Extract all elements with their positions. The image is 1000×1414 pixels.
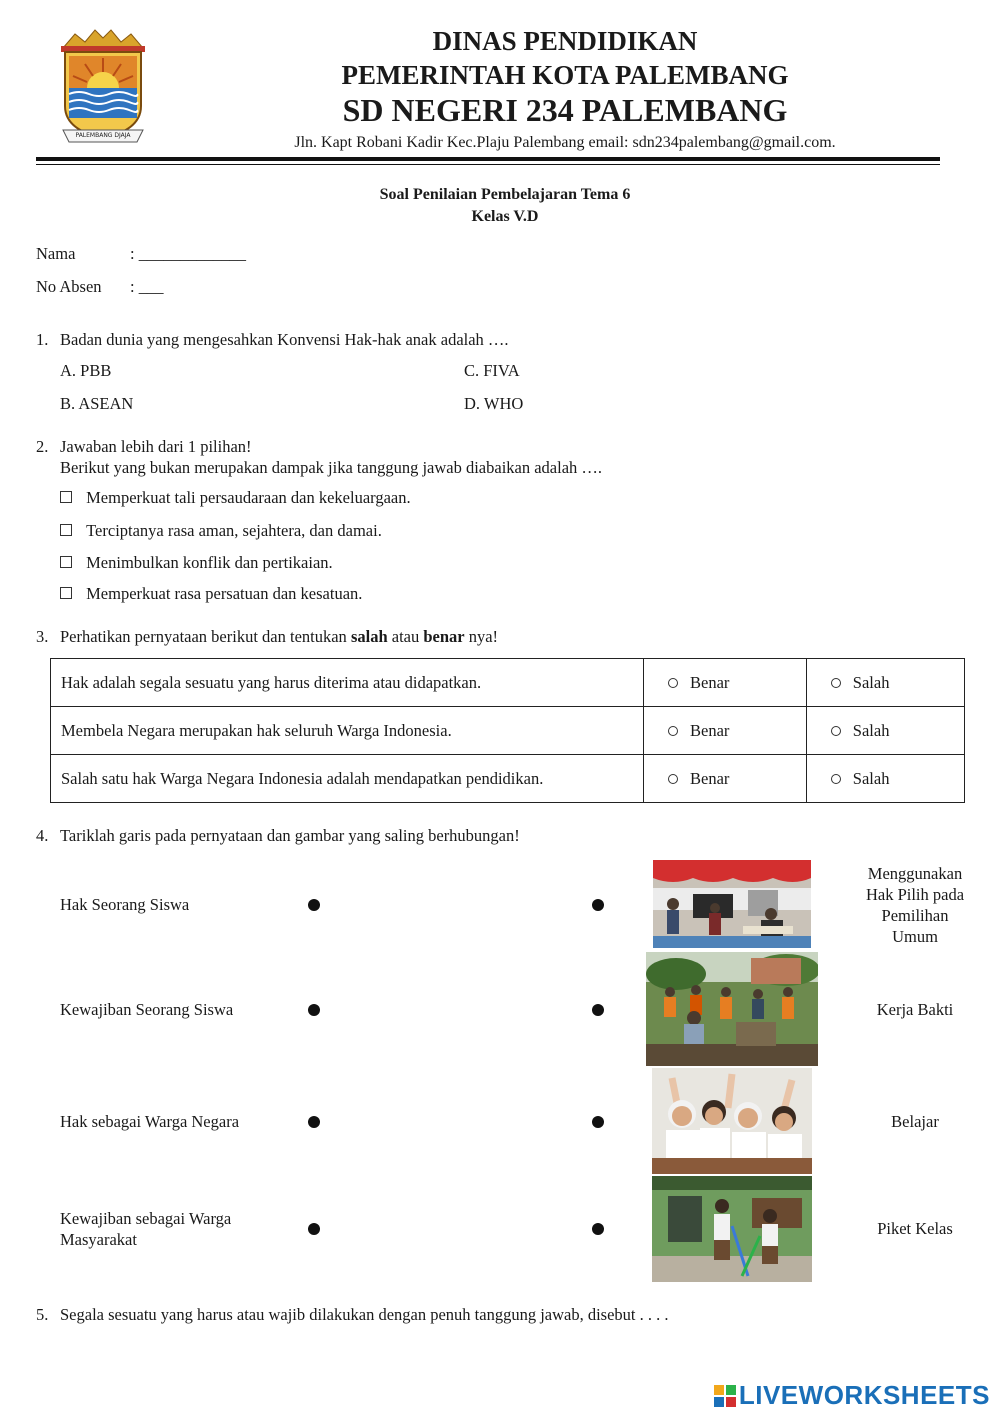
q2-option-4-label: Memperkuat rasa persatuan dan kesatuan. — [86, 584, 363, 603]
option-label: Salah — [852, 720, 890, 740]
q2-text: Berikut yang bukan merupakan dampak jika tanggung jawab diabaikan adalah …. — [60, 458, 603, 477]
q4-right-item-3: Belajar — [891, 1112, 939, 1131]
checkbox-icon[interactable] — [60, 491, 72, 503]
q2-option-3-label: Menimbulkan konflik dan pertikaian. — [86, 553, 333, 572]
q4-right-item-4: Piket Kelas — [877, 1219, 953, 1238]
radio-icon[interactable] — [831, 774, 841, 784]
q3-bold-benar: benar — [423, 627, 465, 646]
q4-right-item-1-line1: Menggunakan — [867, 864, 963, 883]
q4-left-item-4: Kewajiban sebagai Warga — [60, 1209, 232, 1228]
q4-left-item-2: Kewajiban Seorang Siswa — [60, 1000, 234, 1019]
q4-right-item-1-line3: Pemilihan — [881, 906, 949, 925]
radio-icon[interactable] — [668, 678, 678, 688]
header-address: Jln. Kapt Robani Kadir Kec.Plaju Palembang email: sdn234palembang@gmail.com. — [294, 134, 836, 151]
logo-banner-text: PALEMBANG DJAJA — [75, 132, 131, 139]
header-line-school: SD NEGERI 234 PALEMBANG — [342, 92, 788, 128]
document-title: Soal Penilaian Pembelajaran Tema 6 — [379, 186, 631, 203]
q3-number: 3. — [36, 627, 49, 646]
q3-text-c: nya! — [464, 627, 499, 646]
match-dot-right-1[interactable] — [592, 899, 604, 911]
photo-community-work — [646, 952, 818, 1066]
match-dot-left-2[interactable] — [308, 1004, 320, 1016]
q2-option-2[interactable] — [60, 521, 382, 541]
name-label: Nama — [36, 244, 76, 263]
radio-icon[interactable] — [831, 726, 841, 736]
absen-label: No Absen — [36, 277, 102, 296]
q4-left-item-3: Hak sebagai Warga Negara — [60, 1112, 240, 1131]
q3-text-b: atau — [387, 627, 424, 646]
liveworksheets-logo-icon — [714, 1383, 736, 1405]
photo-class-cleaning — [652, 1176, 812, 1282]
header-rule-thick — [36, 157, 940, 161]
q4-right-item-1 — [850, 863, 980, 947]
q3-statement: Hak adalah segala sesuatu yang harus diterima atau didapatkan. — [51, 659, 644, 707]
q4-right-item-1-line4: Umum — [892, 927, 938, 946]
radio-icon[interactable] — [831, 678, 841, 688]
radio-icon[interactable] — [668, 774, 678, 784]
checkbox-icon[interactable] — [60, 556, 72, 568]
q3-option-benar[interactable] — [644, 707, 807, 755]
watermark-text: LIVEWORKSHEETS — [738, 1380, 990, 1410]
checkbox-icon[interactable] — [60, 587, 72, 599]
checkbox-icon[interactable] — [60, 524, 72, 536]
q4-text: Tariklah garis pada pernyataan dan gambar yang saling berhubungan! — [60, 826, 520, 845]
option-label: Benar — [690, 672, 730, 692]
q1-text: Badan dunia yang mengesahkan Konvensi Hak-hak anak adalah …. — [60, 330, 509, 349]
q2-number: 2. — [36, 437, 49, 456]
header-line-dinas: DINAS PENDIDIKAN — [432, 26, 698, 56]
q3-table — [50, 658, 965, 803]
q3-statement: Salah satu hak Warga Negara Indonesia adalah mendapatkan pendidikan. — [51, 755, 644, 803]
q4-right-item-1-line2: Hak Pilih pada — [865, 885, 965, 904]
q1-option-d[interactable]: D. WHO — [464, 394, 524, 413]
q1-option-a[interactable]: A. PBB — [60, 361, 112, 380]
q3-bold-salah: salah — [350, 627, 388, 646]
q2-option-2-label: Terciptanya rasa aman, sejahtera, dan damai. — [86, 521, 382, 540]
q1-number: 1. — [36, 330, 49, 349]
q3-text — [60, 627, 498, 647]
q2-option-1-label: Memperkuat tali persaudaraan dan kekeluargaan. — [86, 488, 411, 507]
table-row — [51, 659, 965, 707]
school-logo — [55, 26, 151, 148]
q4-left-item-4-cont: Masyarakat — [60, 1230, 137, 1249]
q3-option-salah[interactable] — [806, 755, 964, 803]
q4-right-item-2: Kerja Bakti — [876, 1000, 954, 1019]
photo-students-learning — [652, 1068, 812, 1174]
q3-text-a: Perhatikan pernyataan berikut dan tentukan — [60, 627, 351, 646]
absen-field[interactable]: : ___ — [130, 277, 164, 296]
q2-option-4[interactable] — [60, 584, 362, 604]
option-label: Benar — [690, 720, 730, 740]
option-label: Benar — [690, 768, 730, 788]
radio-icon[interactable] — [668, 726, 678, 736]
match-dot-right-4[interactable] — [592, 1223, 604, 1235]
liveworksheets-watermark — [714, 1380, 990, 1411]
match-dot-left-4[interactable] — [308, 1223, 320, 1235]
q3-statement: Membela Negara merupakan hak seluruh Warga Indonesia. — [51, 707, 644, 755]
match-dot-right-2[interactable] — [592, 1004, 604, 1016]
document-class: Kelas V.D — [471, 208, 539, 225]
q3-option-salah[interactable] — [806, 707, 964, 755]
q3-option-benar[interactable] — [644, 659, 807, 707]
q2-instruction: Jawaban lebih dari 1 pilihan! — [60, 437, 252, 456]
header-rule-thin — [36, 164, 940, 165]
q3-option-salah[interactable] — [806, 659, 964, 707]
header-line-pemkot: PEMERINTAH KOTA PALEMBANG — [341, 60, 789, 90]
option-label: Salah — [852, 672, 890, 692]
q4-left-item-1: Hak Seorang Siswa — [60, 895, 190, 914]
q5-text: Segala sesuatu yang harus atau wajib dilakukan dengan penuh tanggung jawab, disebut . . . . — [60, 1305, 669, 1324]
option-label: Salah — [852, 768, 890, 788]
q4-number: 4. — [36, 826, 49, 845]
q3-option-benar[interactable] — [644, 755, 807, 803]
q2-option-1[interactable] — [60, 488, 411, 508]
match-dot-right-3[interactable] — [592, 1116, 604, 1128]
q1-option-b[interactable]: B. ASEAN — [60, 394, 134, 413]
match-dot-left-1[interactable] — [308, 899, 320, 911]
table-row — [51, 707, 965, 755]
match-dot-left-3[interactable] — [308, 1116, 320, 1128]
name-field[interactable]: : _____________ — [130, 244, 246, 263]
q2-option-3[interactable] — [60, 553, 333, 573]
photo-election — [653, 860, 811, 948]
q1-option-c[interactable]: C. FIVA — [464, 361, 520, 380]
q5-number: 5. — [36, 1305, 49, 1324]
table-row — [51, 755, 965, 803]
